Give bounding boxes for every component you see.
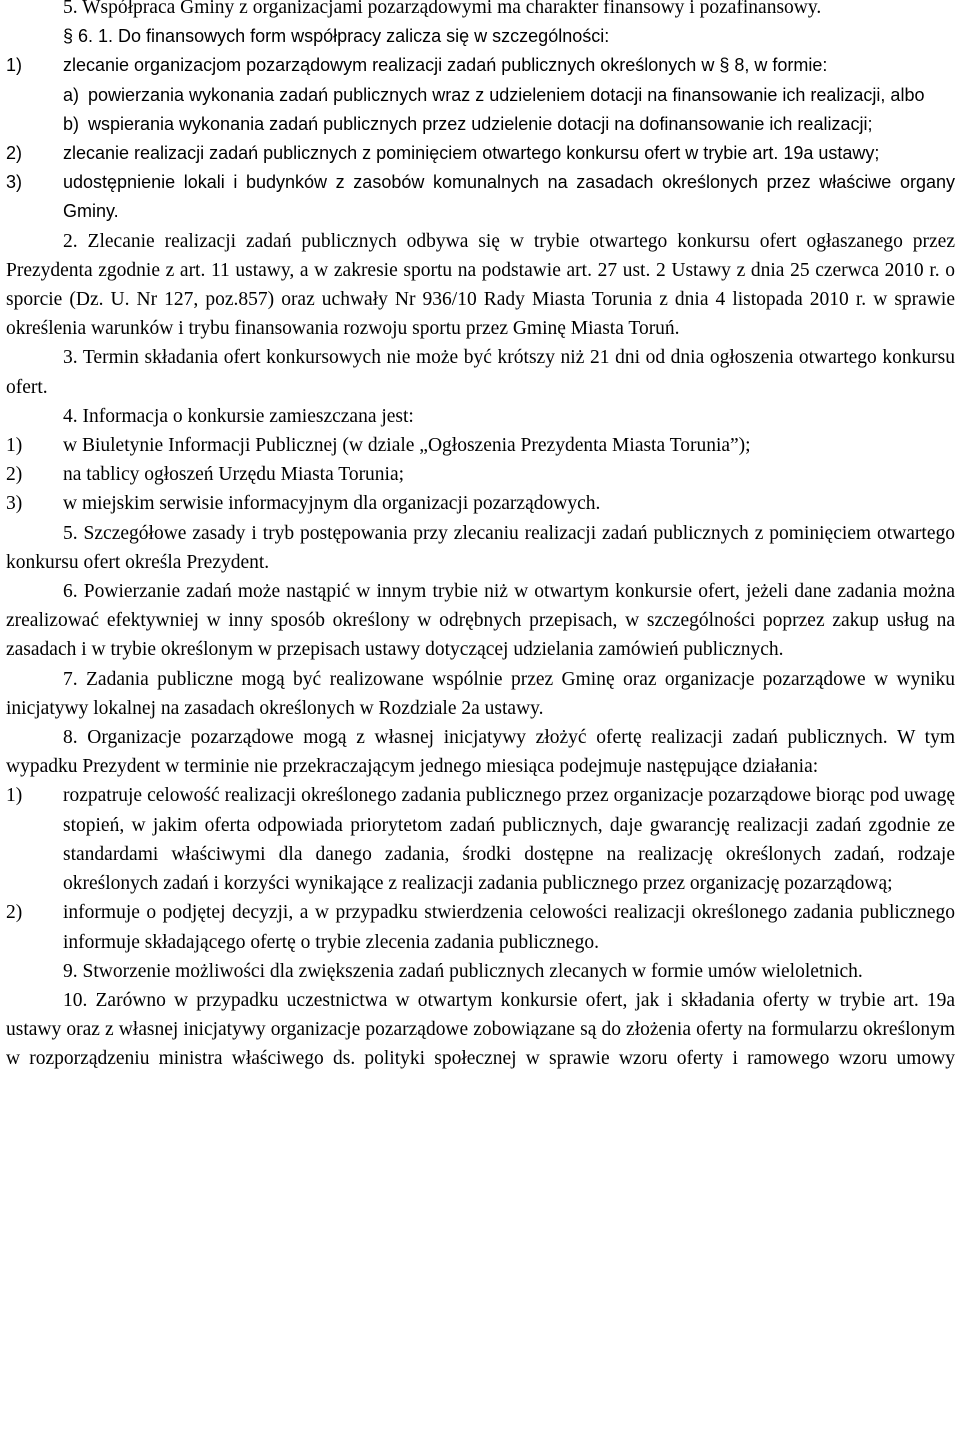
list-text: rozpatruje celowość realizacji określonego zadania publicznego przez organizacje pozarządowe biorąc pod uwagę stopień, w jakim oferta odpowiada priorytetom zadań publicznych, daje gwarancję realizacji zadań zgodnie ze standardami właściwymi dla danego zadania, środki dostępne na realizację określonych zadań, rodzaje określonych zadań i korzyści wynikające z realizacji zadania publicznego przez organizację pozarządową; — [63, 785, 955, 895]
list-number: 2) — [6, 902, 23, 924]
list-text: w Biuletynie Informacji Publicznej (w dziale „Ogłoszenia Prezydenta Miasta Torunia”); — [63, 435, 751, 457]
list-item — [6, 898, 955, 956]
list-number: 1) — [6, 785, 23, 807]
list-item — [6, 460, 955, 489]
list-item — [6, 51, 955, 80]
list-item — [6, 489, 955, 518]
list-item — [6, 139, 955, 168]
list-text: zlecanie organizacjom pozarządowym realizacji zadań publicznych określonych w § 8, w formie: — [63, 55, 828, 76]
sub-list-text: wspierania wykonania zadań publicznych przez udzielenie dotacji na dofinansowanie ich realizacji; — [88, 113, 873, 134]
sub-list-item — [6, 81, 955, 110]
paragraph-5: 5. Współpraca Gminy z organizacjami pozarządowymi ma charakter finansowy i pozafinansowy. — [63, 0, 822, 18]
list-number: 3) — [6, 493, 23, 515]
sub-list-letter: b) — [63, 113, 80, 134]
list-item — [6, 431, 955, 460]
list-text: na tablicy ogłoszeń Urzędu Miasta Torunia; — [63, 464, 405, 486]
list-text: zlecanie realizacji zadań publicznych z pominięciem otwartego konkursu ofert w trybie art. 19a ustawy; — [63, 143, 880, 164]
list-number: 1) — [6, 435, 23, 457]
list-text: w miejskim serwisie informacyjnym dla organizacji pozarządowych. — [63, 493, 601, 515]
paragraph-8-heading: 8. Organizacje pozarządowe mogą z własnej inicjatywy złożyć ofertę realizacji zadań publicznych. W tym wypadku Prezydent w terminie nie przekraczającym jednego miesiąca podejmuje następujące działania: — [6, 727, 955, 778]
paragraph-5b: 5. Szczegółowe zasady i tryb postępowania przy zlecaniu realizacji zadań publicznych z pominięciem otwartego konkursu ofert określa Prezydent. — [6, 522, 955, 573]
paragraph-9: 9. Stworzenie możliwości dla zwiększenia zadań publicznych zlecanych w formie umów wieloletnich. — [63, 960, 863, 982]
paragraph-3: 3. Termin składania ofert konkursowych nie może być krótszy niż 21 dni od dnia ogłoszenia otwartego konkursu ofert. — [6, 347, 955, 398]
list-number: 2) — [6, 464, 23, 486]
paragraph-7: 7. Zadania publiczne mogą być realizowane wspólnie przez Gminę oraz organizacje pozarządowe w wyniku inicjatywy lokalnej na zasadach określonych w Rozdziale 2a ustawy. — [6, 668, 955, 719]
list-number: 1) — [6, 55, 23, 76]
paragraph-10: 10. Zarówno w przypadku uczestnictwa w otwartym konkursie ofert, jak i składania oferty w trybie art. 19a ustawy oraz z własnej inicjatywy organizacje pozarządowe zobowiązane są do złożenia oferty na formularzu określonym w rozporządzeniu ministra właściwego ds. polityki społecznej w sprawie wzoru oferty i ramowego wzoru umowy — [6, 989, 955, 1070]
paragraph-2: 2. Zlecanie realizacji zadań publicznych odbywa się w trybie otwartego konkursu ofert ogłaszanego przez Prezydenta zgodnie z art. 11 ustawy, a w zakresie sportu na podstawie art. 27 ust. 2 Ustawy z dnia 25 czerwca 2010 r. o sporcie (Dz. U. Nr 127, poz.857) oraz uchwały Nr 936/10 Rady Miasta Torunia z dnia 4 listopada 2010 r. w sprawie określenia warunków i trybu finansowania rozwoju sportu przez Gminę Miasta Toruń. — [6, 230, 955, 340]
paragraph-4-heading: 4. Informacja o konkursie zamieszczana jest: — [63, 405, 414, 427]
list-number: 2) — [6, 143, 23, 164]
list-item — [6, 781, 955, 898]
list-text: informuje o podjętej decyzji, a w przypadku stwierdzenia celowości realizacji określonego zadania publicznego informuje składającego ofertę o trybie zlecenia zadania publicznego. — [63, 902, 955, 953]
paragraph-6: 6. Powierzanie zadań może nastąpić w innym trybie niż w otwartym konkursie ofert, jeżeli dane zadania można zrealizować efektywniej w inny sposób określony w odrębnych przepisach, w szczególności poprzez zakup usług na zasadach i w trybie określonym w przepisach ustawy dotyczącej udzielania zamówień publicznych. — [6, 581, 955, 661]
sub-list-text: powierzania wykonania zadań publicznych wraz z udzieleniem dotacji na finansowanie ich realizacji, albo — [88, 84, 925, 105]
list-number: 3) — [6, 172, 23, 193]
section-6-heading: § 6. 1. Do finansowych form współpracy zalicza się w szczególności: — [63, 26, 610, 47]
list-text: udostępnienie lokali i budynków z zasobów komunalnych na zasadach określonych przez właściwe organy Gminy. — [63, 172, 955, 222]
list-item — [6, 168, 955, 226]
sub-list-item — [6, 110, 955, 139]
sub-list-letter: a) — [63, 84, 80, 105]
